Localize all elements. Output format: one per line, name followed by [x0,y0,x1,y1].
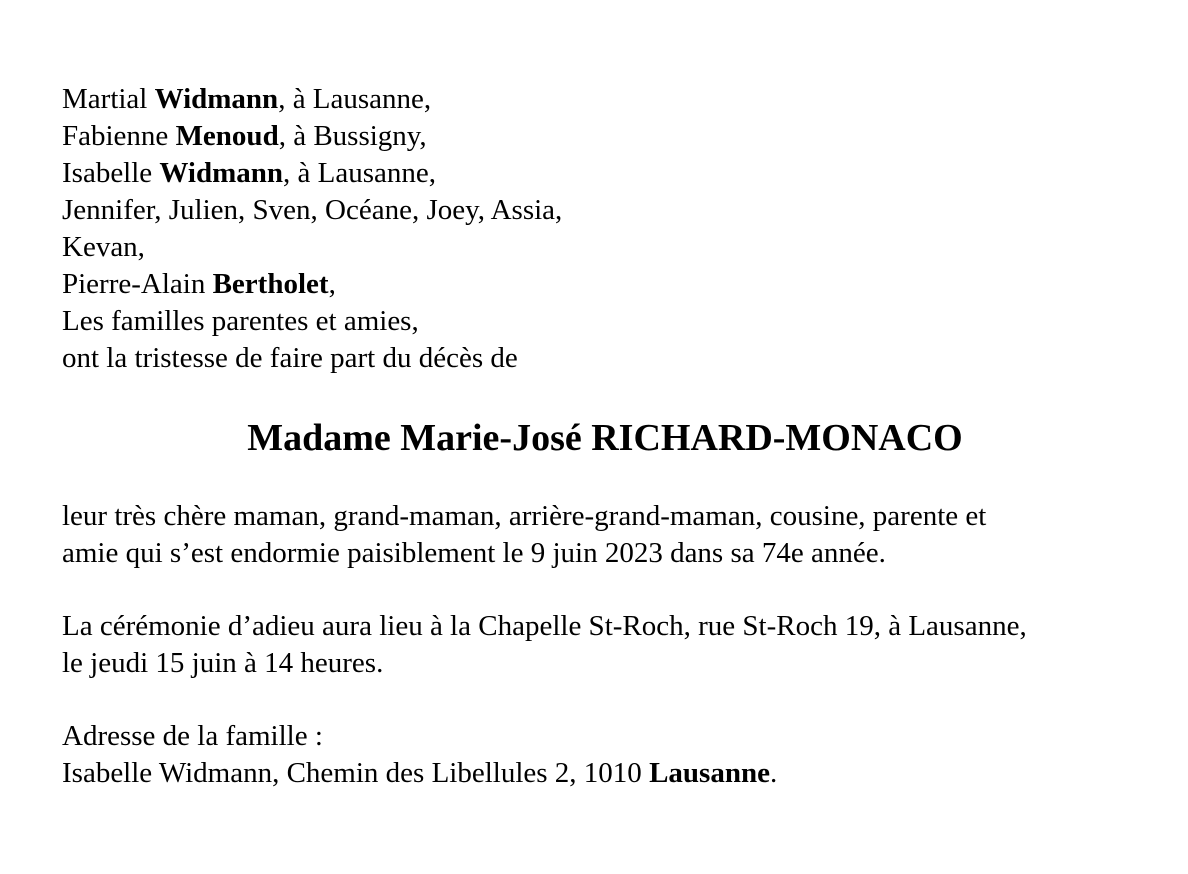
first-name: Pierre-Alain [62,268,213,300]
announcement-line: ont la tristesse de faire part du décès de [62,342,518,374]
family-line [62,81,1152,118]
family-line [62,266,1152,303]
family-line [62,118,1152,155]
family-address [62,718,1152,792]
location: , à Bussigny, [278,120,427,152]
ceremony-paragraph [62,608,1152,682]
family-line: Jennifer, Julien, Sven, Océane, Joey, Assia, [62,194,563,226]
first-name: Fabienne [62,120,176,152]
family-line [62,155,1152,192]
address-city: Lausanne [649,757,770,789]
deceased-name: Madame Marie-José RICHARD-MONACO [247,417,963,459]
family-line: Les familles parentes et amies, [62,305,419,337]
tribute-paragraph [62,498,1152,572]
address-period: . [769,757,778,789]
family-list [62,81,1152,377]
last-name: Widmann [154,83,279,115]
first-name: Isabelle [62,157,160,189]
first-name: Martial [62,83,155,115]
last-name: Widmann [159,157,283,189]
location: , à Lausanne, [278,83,432,115]
ceremony-line: le jeudi 15 juin à 14 heures. [62,647,384,679]
address-street: Isabelle Widmann, Chemin des Libellules 2, 1010 [62,757,650,789]
family-line: Kevan, [62,231,145,263]
last-name: Bertholet [212,268,329,300]
location: , [328,268,336,300]
ceremony-line: La cérémonie d’adieu aura lieu à la Chapelle St-Roch, rue St-Roch 19, à Lausanne, [62,610,1027,642]
address-line [62,755,1152,792]
location: , à Lausanne, [283,157,436,189]
tribute-line: leur très chère maman, grand-maman, arrière-grand-maman, cousine, parente et [62,500,987,532]
tribute-line: amie qui s’est endormie paisiblement le 9 juin 2023 dans sa 74e année. [62,537,886,569]
last-name: Menoud [175,120,279,152]
address-label: Adresse de la famille : [62,720,323,752]
